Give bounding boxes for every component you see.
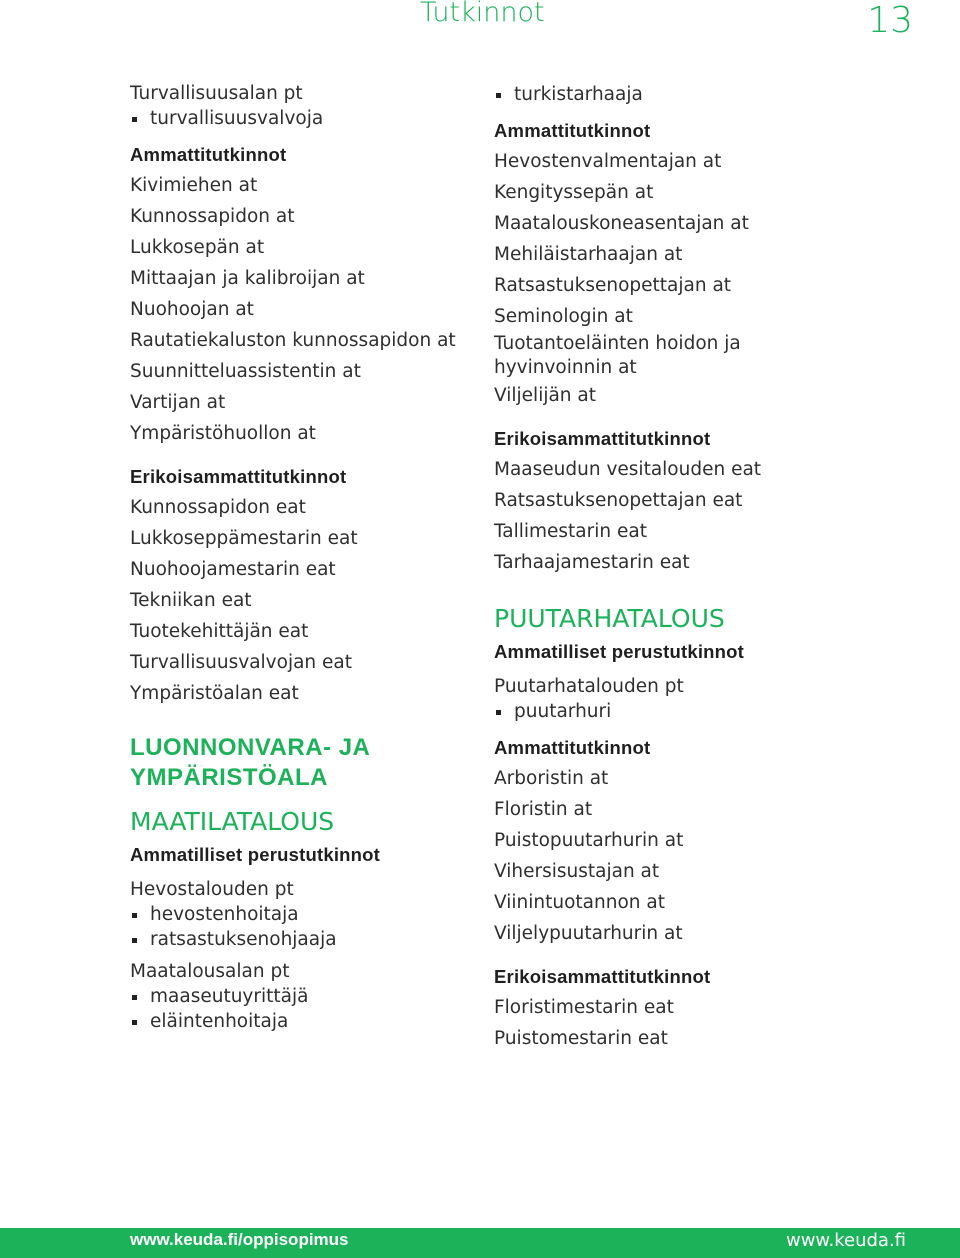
category-label: Ammattitutkinnot <box>494 737 651 758</box>
list-item: Arboristin at <box>494 768 609 789</box>
list-item: Viinintuotannon at <box>494 892 665 913</box>
qualification-title: Hevostalouden pt <box>130 879 294 900</box>
right-column <box>494 82 934 1054</box>
list-item: Lukkoseppämestarin eat <box>130 528 358 549</box>
bullet-icon <box>132 995 137 1000</box>
list-item: Maaseudun vesitalouden eat <box>494 459 762 480</box>
list-item: puutarhuri <box>494 699 934 724</box>
list-item: Kengityssepän at <box>494 182 654 203</box>
list-item: Turvallisuusvalvojan eat <box>130 652 352 673</box>
list-item: Floristin at <box>494 799 593 820</box>
list-item: Floristimestarin eat <box>494 997 674 1018</box>
category-label: Ammatilliset perustutkinnot <box>130 844 381 865</box>
list-item: ratsastuksenohjaaja <box>130 927 470 952</box>
bullet-icon <box>132 913 137 918</box>
category-label: Erikoisammattitutkinnot <box>494 428 711 449</box>
bullet-icon <box>132 938 137 943</box>
list-item: Seminologin at <box>494 306 633 327</box>
list-item: Hevostenvalmentajan at <box>494 151 722 172</box>
list-item: eläintenhoitaja <box>130 1009 470 1034</box>
list-item: Kivimiehen at <box>130 175 258 196</box>
section-heading: YMPÄRISTÖALA <box>130 764 328 791</box>
list-item: Vartijan at <box>130 392 226 413</box>
list-item: Ympäristöhuollon at <box>130 423 316 444</box>
list-item: Kunnossapidon at <box>130 206 295 227</box>
footer-bar <box>0 1228 960 1258</box>
list-item: Maatalouskoneasentajan at <box>494 213 749 234</box>
list-item: Tekniikan eat <box>130 590 252 611</box>
list-item: Ratsastuksenopettajan eat <box>494 490 743 511</box>
subsection-heading: MAATILATALOUS <box>130 807 335 836</box>
footer-link-keuda[interactable]: www.keuda.fi <box>785 1230 906 1251</box>
list-item: Ympäristöalan eat <box>130 683 299 704</box>
page-number: 13 <box>867 0 913 41</box>
category-label: Erikoisammattitutkinnot <box>494 966 711 987</box>
list-item: turkistarhaaja <box>494 82 934 107</box>
list-item: Viljelijän at <box>494 385 597 406</box>
category-label: Ammatilliset perustutkinnot <box>494 641 745 662</box>
left-column <box>130 82 470 1034</box>
list-item: Lukkosepän at <box>130 237 265 258</box>
list-item: maaseutuyrittäjä <box>130 984 470 1009</box>
category-label: Ammattitutkinnot <box>130 144 287 165</box>
list-item: turvallisuusvalvoja <box>130 106 470 131</box>
list-item: Rautatiekaluston kunnossapidon at <box>130 330 456 351</box>
list-item: Tuotantoeläinten hoidon ja <box>494 333 741 354</box>
list-item: Tuotekehittäjän eat <box>130 621 309 642</box>
list-item: Mittaajan ja kalibroijan at <box>130 268 365 289</box>
bullet-icon <box>132 117 137 122</box>
list-item: Nuohoojamestarin eat <box>130 559 336 580</box>
list-item: Suunnitteluassistentin at <box>130 361 361 382</box>
qualification-title: Maatalousalan pt <box>130 961 290 982</box>
list-item: Puistopuutarhurin at <box>494 830 684 851</box>
subsection-heading: PUUTARHATALOUS <box>494 604 725 633</box>
list-item: Ratsastuksenopettajan at <box>494 275 732 296</box>
list-item: hevostenhoitaja <box>130 902 470 927</box>
bullet-icon <box>496 710 501 715</box>
qualification-title: Puutarhatalouden pt <box>494 676 684 697</box>
list-item: Nuohoojan at <box>130 299 254 320</box>
header-title: Tutkinnot <box>420 0 545 28</box>
list-item: Viljelypuutarhurin at <box>494 923 683 944</box>
bullet-icon <box>132 1020 137 1025</box>
list-item: Puistomestarin eat <box>494 1028 668 1049</box>
bullet-icon <box>496 93 501 98</box>
qualification-title: Turvallisuusalan pt <box>130 83 303 104</box>
list-item: Kunnossapidon eat <box>130 497 306 518</box>
footer-link-oppisopimus[interactable]: www.keuda.fi/oppisopimus <box>130 1230 349 1249</box>
section-heading: LUONNONVARA- JA <box>130 734 371 761</box>
category-label: Ammattitutkinnot <box>494 120 651 141</box>
list-item: Mehiläistarhaajan at <box>494 244 683 265</box>
list-item: Vihersisustajan at <box>494 861 660 882</box>
category-label: Erikoisammattitutkinnot <box>130 466 347 487</box>
list-item: hyvinvoinnin at <box>494 357 637 378</box>
list-item: Tarhaajamestarin eat <box>494 552 690 573</box>
list-item: Tallimestarin eat <box>494 521 647 542</box>
